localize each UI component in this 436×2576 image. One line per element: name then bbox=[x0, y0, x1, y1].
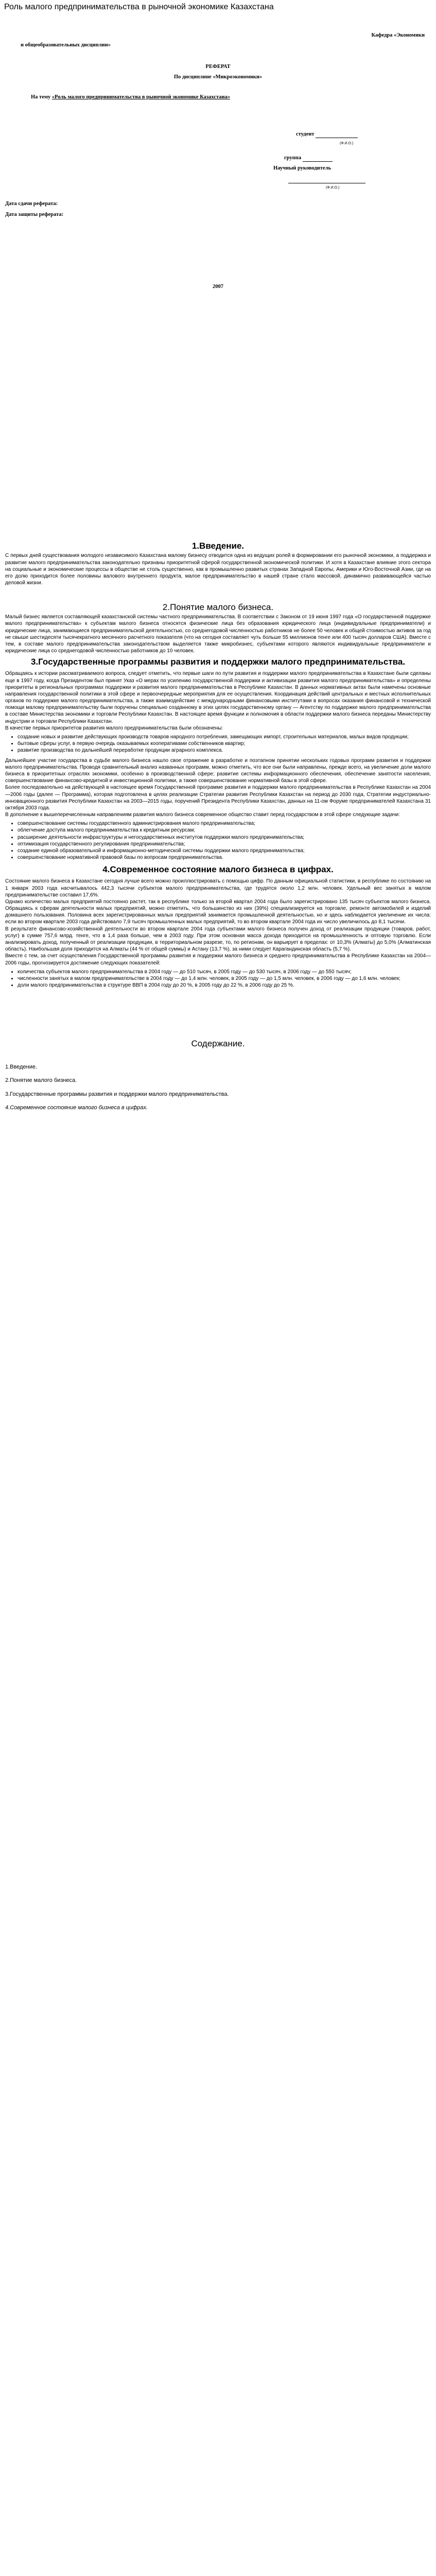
topic-prefix: На тему bbox=[31, 94, 52, 100]
list-item: • совершенствование нормативной правовой базы по вопросам предпринимательства. bbox=[18, 854, 431, 861]
paragraph: С первых дней существования молодого независимого Казахстана малому бизнесу отводится одна из ведущих ролей в формировании его рыночной экономики, а поддержка и развитие малого предпринимательства законодательно признаны приоритетной сферой государственной экономической политики. И хотя в Казахстане влияние этого сектора на социальные и экономические процессы в обществе не столь существенно, как в промышленно развитых странах Западной Европы, Америки и Юго-Восточной Азии, где на его долю приходится более половины валового внутреннего продукта, малое предпринимательство в нашей стране стало массовой, динамично развивающейся частью деловой жизни. bbox=[5, 553, 431, 586]
document-title: Роль малого предпринимательства в рыночной экономике Казахстана bbox=[4, 3, 274, 11]
paragraph: Дальнейшее участие государства в судьбе малого бизнеса нашло свое отражение в разработке и поэтапном принятии нескольких годовых программ развития и поддержки малого предпринимательства. Проводя сравнительный анализ названных программ, можно отметить, что все они были направлены, прежде всего, на увеличение доли малого бизнеса в приоритетных отраслях экономики, особенно в производственной сфере; развитие системы информационного обеспечения, обеспечение занятости населения, совершенствование финансово-кредитной и инвестиционной политики, а также совершенствование нормативной базы в этой сфере. bbox=[5, 757, 431, 784]
group-label: группа bbox=[284, 155, 302, 161]
supervisor-name-line bbox=[288, 178, 365, 183]
paragraph: Обращаясь к истории рассматриваемого вопроса, следует отметить, что первые шаги по пути развития и поддержки малого предпринимательства в Казахстане были сделаны еще в 1997 году, когда Президентом был принят Указ «О мерах по усилению государственной поддержки и активизации развития малого предпринимательства» и определены приоритеты в региональных программах поддержки и развития малого предпринимательства в Республике Казахстан. В данных нормативных актах были намечены основные направления государственной политики в этой сфере и первоочередные мероприятия для ее осуществления. Координация действий центральных и местных исполнительных органов по поддержке малого предпринимательства, а также взаимодействие с международными финансовыми институтами в вопросах оказания финансовой и технической помощи малому предпринимательству были поручены специально созданному в этих целях государственному органу — Агентству по поддержке малого предпринимательства в составе Министерства экономики и торговли Республики Казахстан. В настоящее время функции и полномочия в области поддержки малого бизнеса переданы Министерству индустрии и торговли Республики Казахстан. bbox=[5, 671, 431, 724]
toc-heading: Содержание. bbox=[191, 1039, 245, 1049]
paragraph: В качестве первых приоритетов развития малого предпринимательства были обозначены: bbox=[5, 725, 223, 731]
group-number-line bbox=[303, 156, 333, 162]
section-heading-programs: 3.Государственные программы развития и поддержки малого предпринимательства. bbox=[30, 657, 406, 667]
list-item: • бытовые сферы услуг, в первую очередь оказываемых кооперативами собственников квартир; bbox=[18, 740, 431, 747]
list-item: • совершенствование системы государственного администрирования малого предпринимательства; bbox=[18, 820, 431, 827]
student-label: студент bbox=[296, 131, 315, 138]
title-page bbox=[0, 12, 436, 540]
paragraph: Вместе с тем, за счет осуществления Государственной программы развития и поддержки малого бизнеса и среднего предпринимательства в Республике Казахстан на 2004—2006 годы, прогнозируется достижение следующих показателей: bbox=[5, 953, 431, 966]
bullet-list bbox=[5, 734, 431, 754]
topic-line bbox=[31, 94, 319, 101]
toc-item: 3.Государственные программы развития и поддержки малого предпринимательства. bbox=[5, 1091, 229, 1097]
table-of-contents bbox=[5, 1038, 431, 1112]
paragraph: Малый бизнес является составляющей казахстанской системы частного предпринимательства. В соответствии с Законом от 19 июня 1997 года «О государственной поддержке малого предпринимательства» к субъектам малого бизнеса относятся физические лица без образования юридического лица (индивидуальные предприниматели) и юридические лица, занимающиеся предпринимательской деятельностью, со среднегодовой численностью работников не более 50 человек и общей стоимостью активов за год не свыше шестидесяти тысячекратного месячного расчетного показателя (что на сегодня составляет чуть больше 55 миллионов тенге или 400 тысяч долларов США). Вместе с тем, в составе малого предпринимательства законодательством выделяется также микробизнес, субъектами которого являются индивидуальные предприниматели и юридические лица со среднегодовой численностью работников до 10 человек. bbox=[5, 614, 431, 654]
discipline-prefix: По дисциплине bbox=[173, 74, 213, 80]
list-item: • доли малого предпринимательства в структуре ВВП в 2004 году до 20 %, в 2005 году до 22 %, в 2006 году до 25 %. bbox=[18, 982, 431, 989]
list-item: • численности занятых в малом предпринимательстве в 2004 году — до 1,4 млн. человек, в 2005 году — до 1,5 млн. человек, в 2006 году — до 1,6 млн. человек; bbox=[18, 975, 431, 982]
year: 2007 bbox=[213, 284, 223, 290]
document-body bbox=[0, 540, 436, 1111]
toc-item: 2.Понятие малого бизнеса. bbox=[5, 1077, 77, 1084]
topic-title: «Роль малого предпринимательства в рыночной экономике Казахстана» bbox=[51, 94, 231, 100]
student-name-hint: (Ф.И.О.) bbox=[340, 142, 354, 146]
paragraph: Более последовательно на действующей в настоящее время Государственной программе развития и поддержки малого предпринимательства в Республике Казахстан на 2004—2006 годы (далее — Программа), которая подготовлена в целях реализации Стратегии развития Республики Казахстан на период до 2030 года, Стратегии индустриально-инновационного развития Республики Казахстан на 2003—2015 годы, поручений Президента Республики Казахстан, данных на 11-ом Форуме предпринимателей Казахстана 31 октября 2003 года. bbox=[5, 785, 431, 811]
student-line bbox=[296, 131, 358, 138]
list-item: • расширение деятельности инфраструктуры и негосударственных институтов поддержки малого предпринимательства; bbox=[18, 834, 431, 841]
section-heading-state: 4.Современное состояние малого бизнеса в цифрах. bbox=[102, 865, 334, 875]
list-item: • создание единой образовательной и информационно-методической системы поддержки малого предпринимательства; bbox=[18, 848, 431, 854]
paragraph: В дополнение к вышеперечисленным направлениям развития малого бизнеса современное общество ставит перед государством в этой сфере следующие задачи: bbox=[5, 812, 400, 818]
bullet-list bbox=[5, 969, 431, 989]
list-item: • развитие производства по дальнейшей переработке продукции аграрного комплекса. bbox=[18, 747, 431, 754]
list-item: • количества субъектов малого предпринимательства в 2004 году — до 510 тысяч, в 2005 году — до 530 тысяч, в 2006 году — до 550 тысяч; bbox=[18, 969, 431, 975]
supervisor-line-wrap bbox=[288, 176, 365, 183]
paragraph: Состояние малого бизнеса в Казахстане сегодня лучше всего можно проиллюстрировать с помощью цифр. По данным официальной статистики, в республике по состоянию на 1 января 2003 года насчитывалось 442,3 тысячи субъектов малого предпринимательства, где трудятся около 1,2 млн. человек. Удельный вес занятых в малом предпринимательстве составил 17,6%. bbox=[5, 878, 431, 898]
group-line bbox=[284, 155, 333, 162]
submission-date-label: Дата сдачи реферата: bbox=[5, 201, 58, 207]
department-line-1: Кафедра «Экономики bbox=[371, 32, 425, 39]
bullet-list bbox=[5, 820, 431, 861]
paragraph: В результате финансово-хозяйственной деятельности во втором квартале 2004 года субъектами малого бизнеса получен доход от реализации продукции (товаров, работ, услуг) в сумме 757,6 млрд. тенге, что в 1,4 раза больше, чем в 2003 году. При этом основная масса дохода приходится на промышленность и оптовую торговлю. Если анализировать доход, полученный от реализации продукции, в территориальном разрезе, то, по регионам, он варьирует в пределах: от 10,3% (Алматы) до 5,0% (Алматинская область). Наибольшая доля приходится на Алматы (44 % от общей суммы) и Астану (13,7 %), за ними следует Карагандинская область (5,7 %). bbox=[5, 926, 431, 953]
paragraph: Однако количество малых предприятий постоянно растет, так в республике только за второй квартал 2004 года было зарегистрировано 135 тысяч субъектов малого бизнеса. Обращаясь к сферам деятельности малых предприятий, можно отметить, что большинство из них (39%) специализируется на торговле, ремонте автомобилей и изделий домашнего пользования. Половина всех зарегистрированных малых предприятий занимается промышленной деятельностью, но и здесь наблюдается увеличение их числа: если во втором квартале 2003 года действовало 7,9 тысяч промышленных малых предприятий, то во втором квартале 2004 года их число увеличилось до 8,1 тысячи. bbox=[5, 899, 431, 925]
discipline-line bbox=[0, 74, 436, 81]
toc-item: 1.Введение. bbox=[5, 1063, 38, 1070]
toc-item: 4.Современное состояние малого бизнеса в цифрах. bbox=[5, 1105, 148, 1111]
supervisor-label: Научный руководитель bbox=[273, 165, 331, 172]
work-type: РЕФЕРАТ bbox=[205, 64, 231, 70]
student-name-line bbox=[316, 132, 358, 138]
department-line-2: и общеобразовательных дисциплин» bbox=[21, 42, 111, 48]
list-item: • облегчение доступа малого предпринимательства к кредитным ресурсам; bbox=[18, 827, 431, 834]
list-item: • оптимизация государственного регулирования предпринимательства; bbox=[18, 841, 431, 848]
section-heading-concept: 2.Понятие малого бизнеса. bbox=[162, 602, 274, 613]
defense-date-label: Дата защиты реферата: bbox=[5, 212, 64, 218]
discipline-name: «Микроэкономики» bbox=[213, 74, 263, 80]
supervisor-name-hint: (Ф.И.О.) bbox=[326, 186, 340, 190]
section-heading-intro: 1.Введение. bbox=[191, 541, 245, 551]
spacer bbox=[5, 586, 431, 602]
list-item: • создание новых и развитие действующих производств товаров народного потребления, замещающих импорт, строительных материалов, малых видов продукции; bbox=[18, 734, 431, 740]
